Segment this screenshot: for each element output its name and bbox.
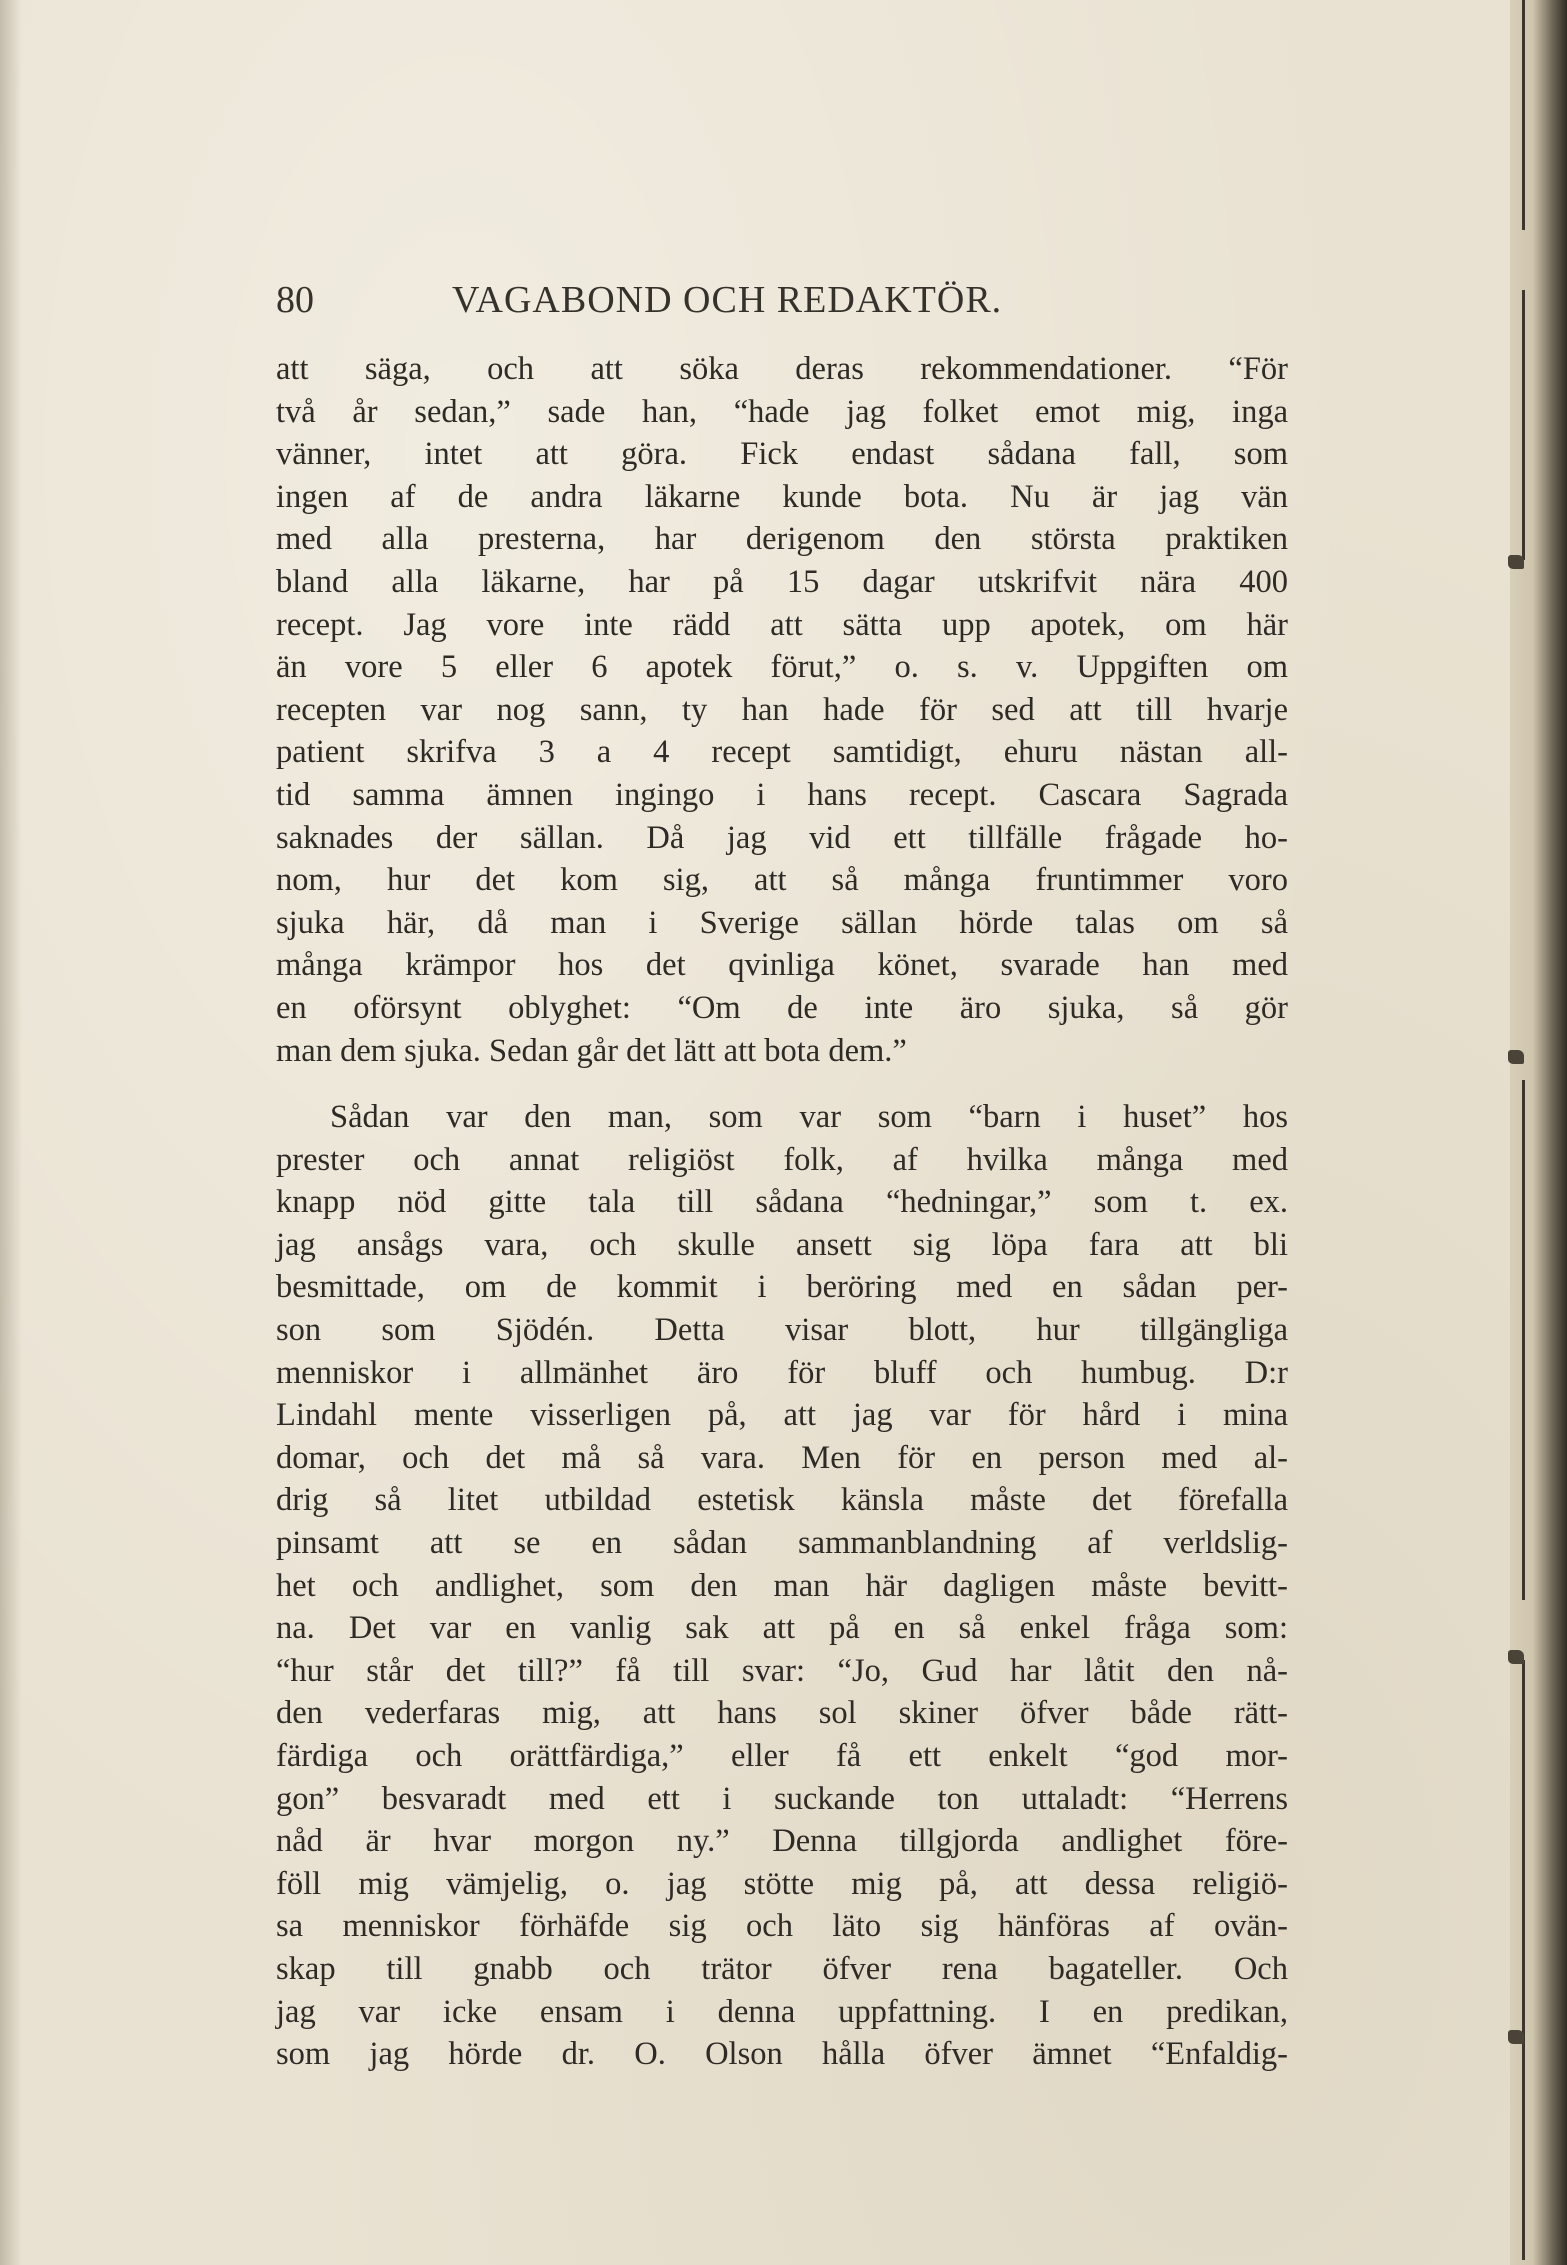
text-line: jag ansågs vara, och skulle ansett sig löpa fara att bli <box>276 1226 1288 1263</box>
text-line: prester och annat religiöst folk, af hvilka många med <box>276 1141 1288 1178</box>
text-line: än vore 5 eller 6 apotek förut,” o. s. v. Uppgiften om <box>276 649 1288 686</box>
paragraph-2 <box>276 1096 1288 2076</box>
page-header <box>276 278 1288 328</box>
text-line: ingen af de andra läkarne kunde bota. Nu är jag vän <box>276 478 1288 515</box>
text-line: skap till gnabb och trätor öfver rena bagateller. Och <box>276 1950 1288 1987</box>
edge-mark <box>1508 2030 1524 2044</box>
text-line: saknades der sällan. Då jag vid ett tillfälle frågade ho- <box>276 819 1288 856</box>
paragraph-gap <box>276 1072 1288 1096</box>
text-line: na. Det var en vanlig sak att på en så enkel fråga som: <box>276 1610 1288 1647</box>
text-line: jag var icke ensam i denna uppfattning. I en predikan, <box>276 1993 1288 2030</box>
gutter-shadow <box>0 0 22 2265</box>
text-line: besmittade, om de kommit i beröring med en sådan per- <box>276 1269 1288 1306</box>
text-line: het och andlighet, som den man här dagligen måste bevitt- <box>276 1567 1288 1604</box>
text-line: patient skrifva 3 a 4 recept samtidigt, ehuru nästan all- <box>276 734 1288 771</box>
text-line: en oförsynt oblyghet: “Om de inte äro sjuka, så gör <box>276 989 1288 1026</box>
text-line: Sådan var den man, som var som “barn i huset” hos <box>330 1099 1288 1136</box>
text-line: föll mig vämjelig, o. jag stötte mig på, att dessa religiö- <box>276 1865 1288 1902</box>
edge-line <box>1522 290 1525 560</box>
body-text <box>276 348 1288 2076</box>
text-line: menniskor i allmänhet äro för bluff och humbug. D:r <box>276 1354 1288 1391</box>
text-line: många krämpor hos det qvinliga könet, svarade han med <box>276 947 1288 984</box>
text-line: nom, hur det kom sig, att så många fruntimmer voro <box>276 862 1288 899</box>
running-title: VAGABOND OCH REDAKTÖR. <box>452 279 1003 321</box>
text-line: recept. Jag vore inte rädd att sätta upp apotek, om här <box>276 606 1288 643</box>
text-line: vänner, intet att göra. Fick endast sådana fall, som <box>276 436 1288 473</box>
text-line: “hur står det till?” få till svar: “Jo, Gud har låtit den nå- <box>276 1652 1288 1689</box>
text-line: tid samma ämnen ingingo i hans recept. Cascara Sagrada <box>276 776 1288 813</box>
text-line: den vederfaras mig, att hans sol skiner öfver både rätt- <box>276 1695 1288 1732</box>
edge-mark <box>1508 555 1524 569</box>
text-line: med alla presterna, har derigenom den största praktiken <box>276 521 1288 558</box>
text-line: som jag hörde dr. O. Olson hålla öfver ämnet “Enfaldig- <box>276 2036 1288 2073</box>
text-line: domar, och det må så vara. Men för en person med al- <box>276 1439 1288 1476</box>
edge-mark <box>1508 1050 1524 1064</box>
edge-line <box>1522 0 1525 230</box>
text-line: sa menniskor förhäfde sig och läto sig hänföras af ovän- <box>276 1908 1288 1945</box>
text-line: färdiga och orättfärdiga,” eller få ett enkelt “god mor- <box>276 1738 1288 1774</box>
page-edge <box>1510 0 1567 2265</box>
text-line: sjuka här, då man i Sverige sällan hörde talas om så <box>276 904 1288 941</box>
text-line: gon” besvaradt med ett i suckande ton uttaladt: “Herrens <box>276 1780 1288 1817</box>
text-line: att säga, och att söka deras rekommendationer. “För <box>276 351 1288 387</box>
edge-line <box>1522 1660 1525 2260</box>
text-line: två år sedan,” sade han, “hade jag folket emot mig, inga <box>276 393 1288 430</box>
text-line: nåd är hvar morgon ny.” Denna tillgjorda andlighet före- <box>276 1823 1288 1860</box>
text-line: knapp nöd gitte tala till sådana “hedningar,” som t. ex. <box>276 1184 1288 1221</box>
text-line: man dem sjuka. Sedan går det lätt att bota dem.” <box>276 1032 907 1069</box>
text-line: recepten var nog sann, ty han hade för sed att till hvarje <box>276 691 1288 728</box>
edge-mark <box>1508 1650 1524 1664</box>
text-line: drig så litet utbildad estetisk känsla måste det förefalla <box>276 1482 1288 1519</box>
text-line: Lindahl mente visserligen på, att jag var för hård i mina <box>276 1397 1288 1434</box>
text-line: son som Sjödén. Detta visar blott, hur tillgängliga <box>276 1312 1288 1349</box>
text-line: pinsamt att se en sådan sammanblandning af verldslig- <box>276 1525 1288 1562</box>
page-number: 80 <box>276 279 314 321</box>
paragraph-1 <box>276 348 1288 1072</box>
edge-line <box>1522 1080 1525 1600</box>
text-line: bland alla läkarne, har på 15 dagar utskrifvit nära 400 <box>276 563 1288 600</box>
